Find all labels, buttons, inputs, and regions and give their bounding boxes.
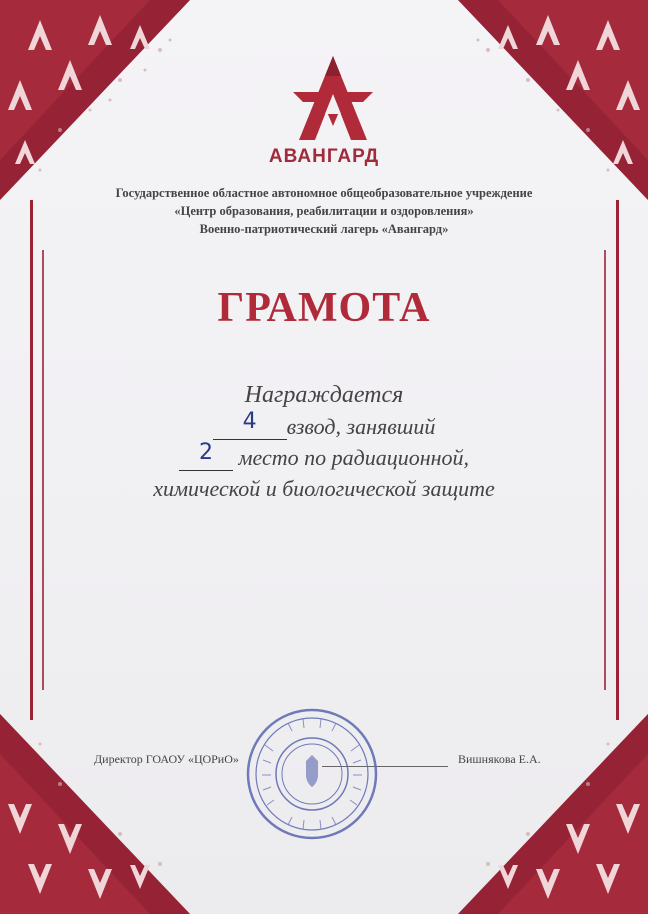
award-line-2-text: взвод, занявший xyxy=(286,414,436,439)
border-line-right-outer xyxy=(616,200,619,720)
corner-ornament-bottom-left xyxy=(0,714,190,914)
award-line-3 xyxy=(60,442,588,473)
corner-ornament-top-right xyxy=(458,0,648,200)
organization-header xyxy=(40,184,608,238)
signer-name: Вишнякова Е.А. xyxy=(458,752,541,766)
award-text xyxy=(60,380,588,504)
place-number-blank xyxy=(179,440,233,471)
platoon-number-blank xyxy=(213,409,287,440)
corner-ornament-bottom-right xyxy=(458,714,648,914)
award-line-4: химической и биологической защите xyxy=(153,476,495,501)
place-number-handwritten: 2 xyxy=(198,440,213,465)
official-round-seal xyxy=(243,705,381,843)
avangard-star-logo-icon xyxy=(285,52,381,148)
corner-ornament-top-left xyxy=(0,0,190,200)
platoon-number-handwritten: 4 xyxy=(242,409,257,434)
certificate-title: ГРАМОТА xyxy=(217,285,431,331)
organization-line-2: «Центр образования, реабилитации и оздоровления» xyxy=(174,204,474,218)
organization-line-1: Государственное областное автономное общеобразовательное учреждение xyxy=(115,186,533,200)
award-line-3-text: место по радиационной, xyxy=(238,445,470,470)
director-label: Директор ГОАОУ «ЦОРиО» xyxy=(94,752,239,766)
border-line-left-outer xyxy=(30,200,33,720)
award-line-2 xyxy=(60,411,588,442)
brand-name: АВАНГАРД xyxy=(268,146,380,167)
award-line-1: Награждается xyxy=(244,382,404,408)
organization-line-3: Военно-патриотический лагерь «Авангард» xyxy=(199,222,449,236)
